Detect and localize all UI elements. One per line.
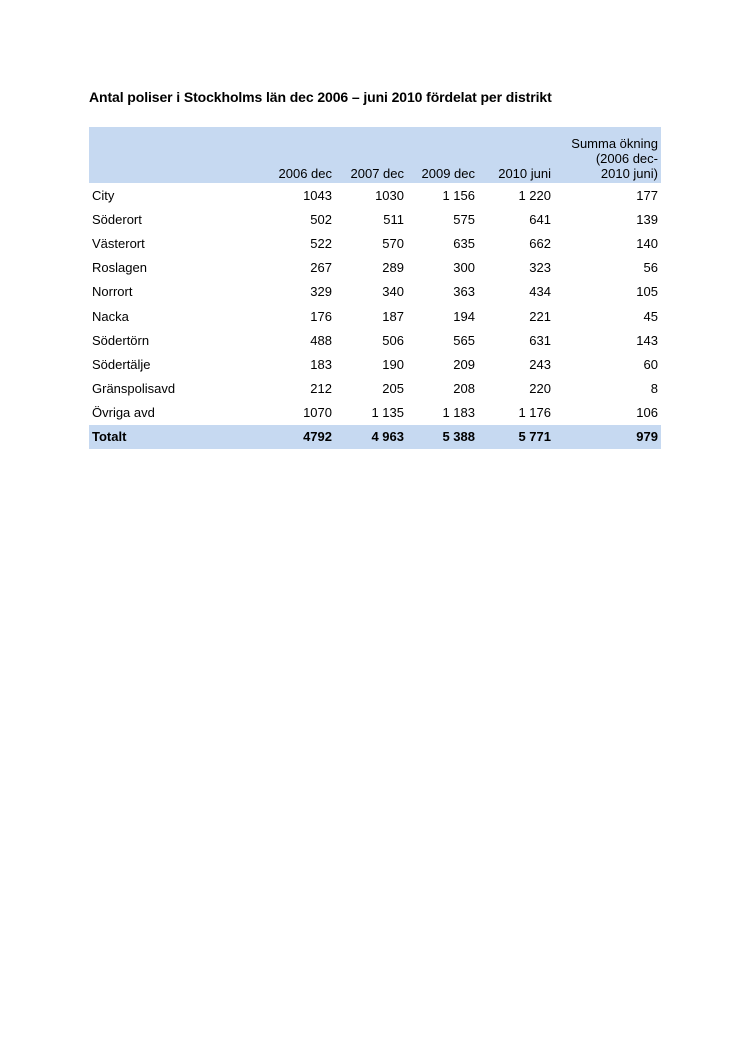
table-row [89,231,661,255]
header-2009-dec: 2009 dec [407,127,478,183]
cell-summa-okning: 105 [636,284,658,300]
cell-2007-dec: 1030 [375,187,404,203]
table-row [89,377,661,401]
cell-summa-okning: 8 [650,381,658,397]
cell-2007-dec: 506 [382,332,404,348]
cell-2006-dec: 488 [310,332,332,348]
header-2010-juni: 2010 juni [478,127,554,183]
cell-2009-dec: 208 [453,381,475,397]
cell-2010-juni: 1 220 [518,187,551,203]
cell-district: Södertälje [92,356,151,372]
total-cell-2006-dec: 4792 [249,425,335,449]
cell-2007-dec: 511 [383,211,404,227]
cell-district: Roslagen [92,260,147,276]
cell-2009-dec: 575 [453,211,475,227]
header-summa-line3: 2010 juni) [600,166,658,181]
table-row [89,304,661,328]
table-row [89,328,661,352]
total-cell-summa-okning: 979 [554,425,661,449]
cell-2006-dec: 176 [310,308,332,324]
cell-2009-dec: 194 [453,308,475,324]
cell-district: City [92,187,115,203]
cell-summa-okning: 60 [643,356,658,372]
header-2006-dec: 2006 dec [249,127,335,183]
cell-2006-dec: 329 [310,284,332,300]
cell-2006-dec: 522 [310,235,332,251]
cell-2006-dec: 1043 [303,187,332,203]
total-row [89,425,661,449]
table-row [89,280,661,304]
header-summa-okning [554,127,661,183]
total-cell-district: Totalt [89,425,249,449]
cell-2010-juni: 662 [529,235,551,251]
cell-district: Södertörn [92,332,150,348]
cell-2010-juni: 641 [529,211,551,227]
cell-summa-okning: 143 [636,332,658,348]
cell-summa-okning: 45 [643,308,658,324]
cell-2007-dec: 205 [382,381,404,397]
cell-2010-juni: 243 [529,356,551,372]
total-cell-2007-dec: 4 963 [335,425,407,449]
cell-2010-juni: 434 [529,284,551,300]
header-district [89,127,249,183]
page-title: Antal poliser i Stockholms län dec 2006 – juni 2010 fördelat per distrikt [89,89,552,105]
cell-district: Västerort [92,235,145,251]
table-header-row [89,127,661,183]
cell-district: Söderort [92,211,142,227]
cell-2007-dec: 187 [382,308,404,324]
total-cell-2009-dec: 5 388 [407,425,478,449]
cell-2007-dec: 570 [382,235,404,251]
cell-2006-dec: 502 [310,211,332,227]
header-2007-dec: 2007 dec [335,127,407,183]
cell-district: Gränspolisavd [92,381,176,397]
cell-2006-dec: 183 [310,356,332,372]
cell-2009-dec: 300 [453,260,475,276]
cell-2007-dec: 289 [382,260,404,276]
cell-2010-juni: 631 [529,332,551,348]
cell-2010-juni: 1 176 [518,405,551,421]
table-row [89,256,661,280]
cell-2010-juni: 323 [529,260,551,276]
cell-2006-dec: 1070 [303,405,332,421]
cell-2009-dec: 1 156 [442,187,475,203]
cell-2006-dec: 267 [310,260,332,276]
table-row [89,207,661,231]
cell-summa-okning: 177 [636,187,658,203]
cell-2007-dec: 190 [382,356,404,372]
header-summa-line2: (2006 dec- [595,151,658,166]
police-stats-table [89,127,661,449]
table-row [89,183,661,207]
table-row [89,401,661,425]
cell-summa-okning: 56 [643,260,658,276]
cell-2010-juni: 221 [529,308,551,324]
cell-2006-dec: 212 [310,381,332,397]
cell-summa-okning: 140 [636,235,658,251]
cell-2009-dec: 1 183 [442,405,475,421]
cell-district: Norrort [92,284,133,300]
table-body [89,183,661,449]
cell-2009-dec: 565 [453,332,475,348]
header-summa-line1: Summa ökning [571,136,658,151]
cell-summa-okning: 139 [636,211,658,227]
cell-2007-dec: 340 [382,284,404,300]
cell-2007-dec: 1 135 [371,405,404,421]
cell-2010-juni: 220 [529,381,551,397]
cell-district: Nacka [92,308,129,324]
cell-summa-okning: 106 [636,405,658,421]
total-cell-2010-juni: 5 771 [478,425,554,449]
table-row [89,352,661,376]
cell-2009-dec: 363 [453,284,475,300]
cell-2009-dec: 209 [453,356,475,372]
cell-district: Övriga avd [92,405,155,421]
cell-2009-dec: 635 [453,235,475,251]
